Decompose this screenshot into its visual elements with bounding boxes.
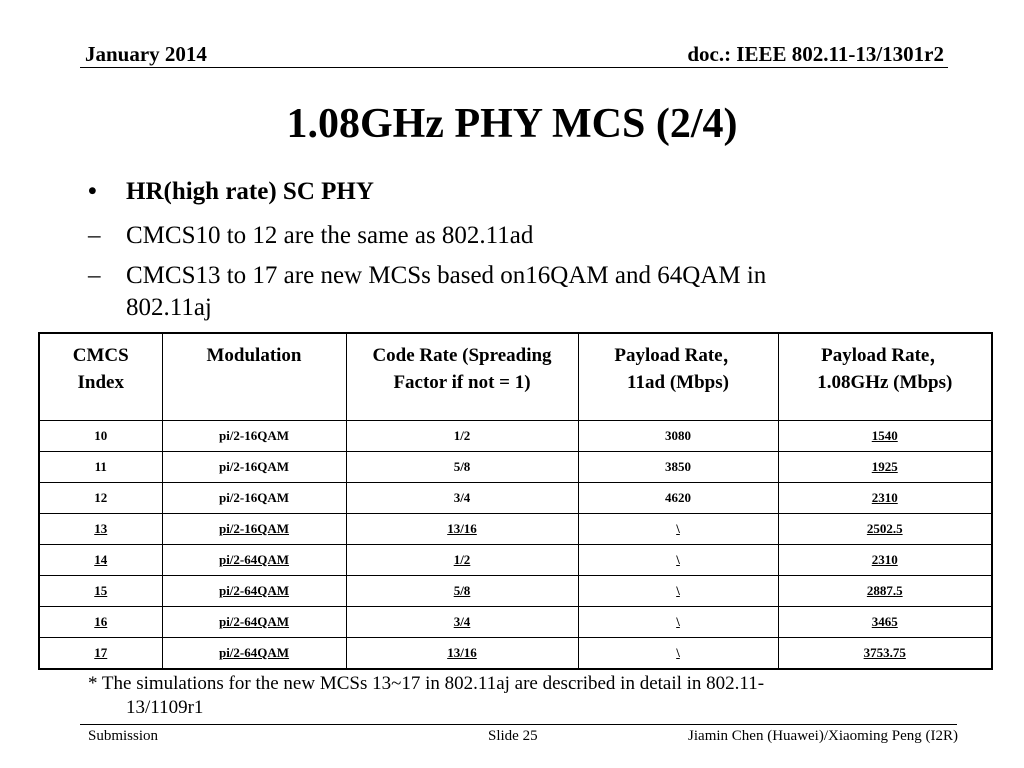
header-cmcs-index: CMCS Index	[39, 333, 162, 421]
cell-modulation: pi/2-64QAM	[162, 545, 346, 576]
cell-payload-11ad: \	[578, 545, 778, 576]
table-row	[39, 483, 992, 514]
footer-slide-number: Slide 25	[488, 728, 538, 744]
mcs-table	[38, 332, 993, 670]
footer-divider	[80, 724, 957, 725]
header-payload-108ghz: Payload Rate， 1.08GHz (Mbps)	[778, 333, 992, 421]
slide-title: 1.08GHz PHY MCS (2/4)	[286, 101, 738, 147]
cell-payload-108ghz: 2310	[778, 545, 992, 576]
cell-cmcs: 12	[39, 483, 162, 514]
cell-payload-11ad: \	[578, 638, 778, 670]
header-doc-id: doc.: IEEE 802.11-13/1301r2	[687, 42, 944, 66]
cell-modulation: pi/2-16QAM	[162, 483, 346, 514]
cell-payload-108ghz: 2310	[778, 483, 992, 514]
footer-authors: Jiamin Chen (Huawei)/Xiaoming Peng (I2R)	[688, 728, 958, 744]
footnote-line-1: * The simulations for the new MCSs 13~17 in 802.11aj are described in detail in 802.11-	[88, 673, 765, 694]
cell-code-rate: 13/16	[346, 638, 578, 670]
cell-payload-11ad: \	[578, 514, 778, 545]
cell-modulation: pi/2-16QAM	[162, 514, 346, 545]
cell-modulation: pi/2-64QAM	[162, 607, 346, 638]
cell-cmcs: 14	[39, 545, 162, 576]
cell-code-rate: 5/8	[346, 576, 578, 607]
cell-payload-108ghz: 3753.75	[778, 638, 992, 670]
table-row	[39, 545, 992, 576]
footer-submission: Submission	[88, 728, 159, 744]
cell-payload-108ghz: 2502.5	[778, 514, 992, 545]
cell-code-rate: 1/2	[346, 545, 578, 576]
header-code-rate: Code Rate (Spreading Factor if not = 1)	[346, 333, 578, 421]
cell-modulation: pi/2-64QAM	[162, 638, 346, 670]
cell-payload-108ghz: 3465	[778, 607, 992, 638]
cell-payload-11ad: \	[578, 576, 778, 607]
cell-modulation: pi/2-16QAM	[162, 421, 346, 452]
bullet-marker: •	[88, 178, 97, 205]
header-modulation: Modulation	[162, 333, 346, 421]
cell-cmcs: 13	[39, 514, 162, 545]
cell-cmcs: 11	[39, 452, 162, 483]
table-row	[39, 514, 992, 545]
cell-payload-11ad: 4620	[578, 483, 778, 514]
cell-cmcs: 10	[39, 421, 162, 452]
table-row	[39, 421, 992, 452]
cell-code-rate: 3/4	[346, 483, 578, 514]
cell-code-rate: 1/2	[346, 421, 578, 452]
cell-modulation: pi/2-64QAM	[162, 576, 346, 607]
table-row	[39, 576, 992, 607]
footnote	[88, 672, 918, 720]
cell-code-rate: 5/8	[346, 452, 578, 483]
cell-cmcs: 17	[39, 638, 162, 670]
cell-payload-11ad: 3080	[578, 421, 778, 452]
bullet-marker: –	[88, 262, 101, 289]
bullet-text: HR(high rate) SC PHY	[126, 178, 374, 205]
cell-payload-108ghz: 1925	[778, 452, 992, 483]
table-row	[39, 638, 992, 670]
bullet-text: CMCS13 to 17 are new MCSs based on16QAM and 64QAM in	[126, 262, 767, 289]
bullet-text: CMCS10 to 12 are the same as 802.11ad	[126, 222, 534, 249]
cell-modulation: pi/2-16QAM	[162, 452, 346, 483]
cell-payload-108ghz: 2887.5	[778, 576, 992, 607]
cell-payload-11ad: 3850	[578, 452, 778, 483]
cell-cmcs: 15	[39, 576, 162, 607]
cell-cmcs: 16	[39, 607, 162, 638]
header-payload-11ad: Payload Rate， 11ad (Mbps)	[578, 333, 778, 421]
cell-code-rate: 3/4	[346, 607, 578, 638]
footnote-line-2: 13/1109r1	[126, 697, 204, 718]
cell-payload-108ghz: 1540	[778, 421, 992, 452]
cell-payload-11ad: \	[578, 607, 778, 638]
cell-code-rate: 13/16	[346, 514, 578, 545]
table-row	[39, 607, 992, 638]
table-row	[39, 452, 992, 483]
table-header-row	[39, 333, 992, 421]
header-date: January 2014	[85, 42, 207, 66]
bullet-text: 802.11aj	[126, 294, 212, 321]
header-divider	[80, 67, 948, 68]
bullet-marker: –	[88, 222, 101, 249]
